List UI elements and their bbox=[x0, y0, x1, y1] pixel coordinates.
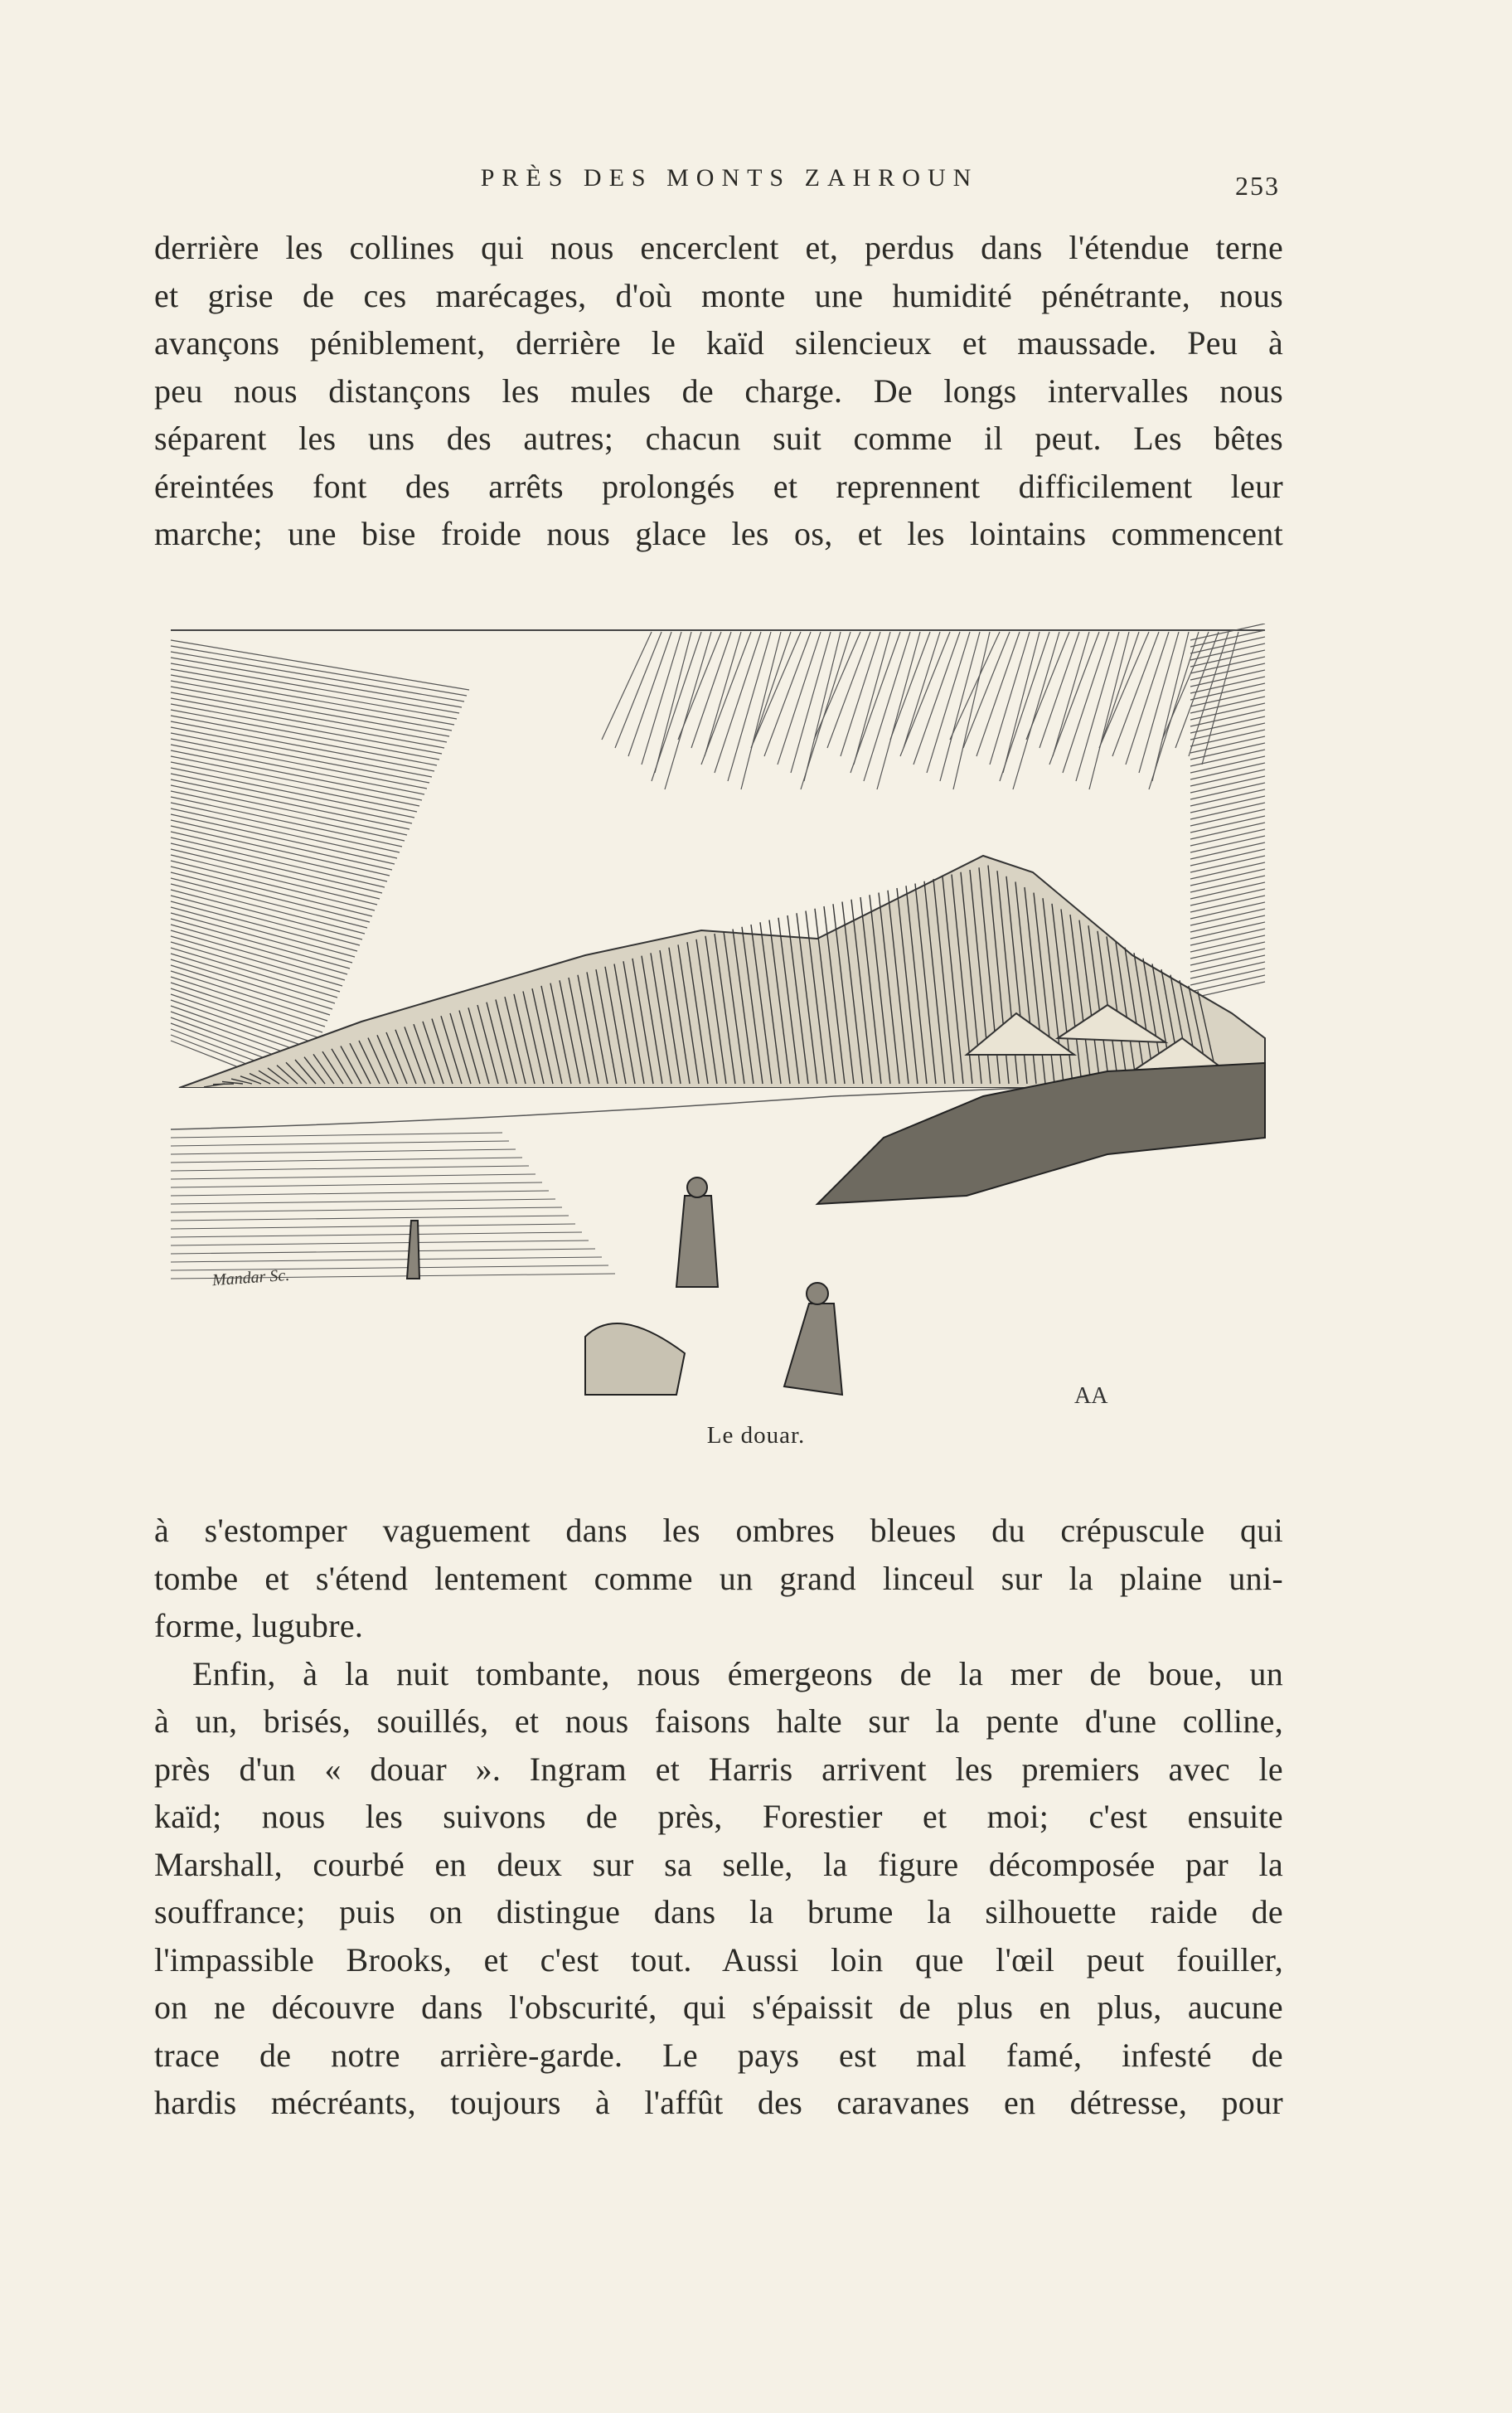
hatch-line bbox=[615, 632, 662, 748]
hatch-line bbox=[1190, 969, 1265, 985]
hatch-line bbox=[1190, 643, 1265, 660]
hatch-line bbox=[1190, 816, 1265, 833]
hatch-line bbox=[900, 632, 950, 756]
hatch-line bbox=[1190, 624, 1265, 640]
hatch-line bbox=[1190, 829, 1265, 846]
figure-head bbox=[807, 1283, 828, 1304]
hatch-line bbox=[963, 632, 1010, 748]
text-line: à un, brisés, souillés, et nous faisons halte sur la pente d'une colline, bbox=[154, 1702, 1283, 1740]
hatch-line bbox=[1190, 896, 1265, 912]
hatch-line bbox=[1189, 632, 1228, 756]
running-head bbox=[0, 164, 1512, 201]
text-line: tombe et s'étend lentement comme un grand linceul sur la plaine uni- bbox=[154, 1559, 1283, 1597]
hatch-line bbox=[1190, 803, 1265, 819]
hatch-line bbox=[1190, 677, 1265, 693]
text-line: hardis mécréants, toujours à l'affût des caravanes en détresse, pour bbox=[154, 2084, 1283, 2121]
hatch-line bbox=[814, 632, 860, 740]
hatch-line bbox=[990, 632, 1030, 765]
hatch-line bbox=[1139, 632, 1179, 773]
hatch-line bbox=[1112, 632, 1159, 756]
hatch-line bbox=[1190, 823, 1265, 839]
artist-signature: Mandar Sc. bbox=[211, 1265, 290, 1290]
hatch-line bbox=[1190, 663, 1265, 680]
hatch-line bbox=[1190, 809, 1265, 826]
text-line: on ne découvre dans l'obscurité, qui s'épaissit de plus en plus, aucune bbox=[154, 1988, 1283, 2026]
text-line: forme, lugubre. bbox=[154, 1607, 364, 1644]
hatch-line bbox=[1089, 632, 1129, 789]
hatch-line bbox=[751, 632, 801, 748]
hatch-line bbox=[1190, 743, 1265, 760]
hatch-line bbox=[1099, 632, 1149, 748]
hatch-line bbox=[1190, 962, 1265, 978]
hatch-line bbox=[1190, 935, 1265, 952]
hatch-line bbox=[764, 632, 811, 756]
body-text-top bbox=[154, 224, 1283, 558]
hatch-line bbox=[691, 632, 731, 748]
hatch-line bbox=[1190, 630, 1265, 647]
hatch-line bbox=[1190, 836, 1265, 852]
hatch-line bbox=[950, 632, 1000, 740]
hatch-line bbox=[1190, 710, 1265, 726]
figure-caption: Le douar. bbox=[706, 1422, 806, 1449]
hatch-line bbox=[642, 632, 681, 765]
hatch-line bbox=[1190, 690, 1265, 706]
hatch-line bbox=[1190, 650, 1265, 667]
hatch-line bbox=[754, 632, 791, 740]
hatch-line bbox=[741, 632, 781, 789]
hatch-line bbox=[1190, 730, 1265, 746]
hatch-line bbox=[841, 632, 880, 756]
text-line: derrière les collines qui nous encerclent et, perdus dans l'étendue terne bbox=[154, 229, 1283, 266]
hatch-line bbox=[1190, 902, 1265, 919]
hatch-line bbox=[1190, 849, 1265, 866]
hatch-line bbox=[1190, 716, 1265, 733]
hatch-line bbox=[791, 632, 831, 773]
hatch-line bbox=[1102, 632, 1139, 740]
hatch-line bbox=[914, 632, 960, 765]
text-line: Enfin, à la nuit tombante, nous émergeons de la mer de boue, un bbox=[192, 1654, 1283, 1692]
hatch-line bbox=[1190, 789, 1265, 806]
hatch-line bbox=[1190, 909, 1265, 925]
hatch-line bbox=[1190, 683, 1265, 700]
monogram: AA bbox=[1074, 1383, 1108, 1409]
hatch-line bbox=[1190, 876, 1265, 892]
engraving-douar bbox=[154, 624, 1278, 1436]
hatch-line bbox=[1190, 637, 1265, 653]
text-line: et grise de ces marécages, d'où monte une humidité pénétrante, nous bbox=[154, 276, 1283, 314]
text-line: avançons péniblement, derrière le kaïd silencieux et maussade. Peu à bbox=[154, 324, 1283, 362]
hatch-line bbox=[1190, 862, 1265, 879]
hatch-line bbox=[1190, 697, 1265, 713]
text-line: Marshall, courbé en deux sur sa selle, la figure décomposée par la bbox=[154, 1845, 1283, 1883]
hatch-line bbox=[1190, 723, 1265, 740]
hatch-line bbox=[1190, 756, 1265, 773]
text-line: souffrance; puis on distingue dans la brume la silhouette raide de bbox=[154, 1893, 1283, 1930]
hatch-line bbox=[1063, 632, 1109, 773]
text-line: peu nous distançons les mules de charge. De longs intervalles nous bbox=[154, 371, 1283, 410]
hatch-line bbox=[1190, 955, 1265, 972]
hatch-line bbox=[1190, 949, 1265, 965]
hatch-line bbox=[715, 632, 761, 773]
hatch-line bbox=[1190, 856, 1265, 872]
text-line: marche; une bise froide nous glace les os, et les lointains commencent bbox=[154, 515, 1283, 552]
text-line: éreintées font des arrêts prolongés et reprennent difficilement leur bbox=[154, 467, 1283, 505]
hatch-line bbox=[1190, 703, 1265, 720]
hatch-line bbox=[213, 1084, 234, 1085]
hatch-line bbox=[1190, 915, 1265, 932]
hatch-line bbox=[1190, 770, 1265, 786]
hatch-line bbox=[890, 632, 930, 740]
hatch-line bbox=[1190, 929, 1265, 945]
hatch-line bbox=[1190, 975, 1265, 992]
body-text-bottom bbox=[154, 1507, 1283, 2127]
hatch-line bbox=[1190, 776, 1265, 793]
hatch-line bbox=[1190, 796, 1265, 813]
hatch-line bbox=[1190, 763, 1265, 779]
text-line: à s'estomper vaguement dans les ombres bleues du crépuscule qui bbox=[154, 1512, 1283, 1549]
hatch-line bbox=[1190, 922, 1265, 939]
running-title: PRÈS DES MONTS ZAHROUN bbox=[480, 164, 979, 192]
hatch-line bbox=[1190, 750, 1265, 766]
hatch-line bbox=[1190, 889, 1265, 905]
text-line: trace de notre arrière-garde. Le pays est mal famé, infesté de bbox=[154, 2036, 1283, 2074]
text-line: kaïd; nous les suivons de près, Forestier et moi; c'est ensuite bbox=[154, 1798, 1283, 1835]
hatch-line bbox=[1190, 869, 1265, 886]
text-line: séparent les uns des autres; chacun suit comme il peut. Les bêtes bbox=[154, 420, 1283, 457]
hatch-line bbox=[1190, 942, 1265, 959]
standing-figure bbox=[676, 1196, 718, 1287]
hatch-line bbox=[1190, 783, 1265, 799]
hatch-line bbox=[602, 632, 652, 740]
text-line: l'impassible Brooks, et c'est tout. Aussi loin que l'œil peut fouiller, bbox=[154, 1940, 1283, 1978]
hatch-line bbox=[1190, 736, 1265, 753]
page-number: 253 bbox=[1235, 171, 1280, 201]
text-line: près d'un « douar ». Ingram et Harris arrivent les premiers avec le bbox=[154, 1750, 1283, 1788]
hatch-line bbox=[1190, 842, 1265, 859]
figure-head bbox=[687, 1177, 707, 1197]
hatch-line bbox=[1040, 632, 1079, 748]
hatch-line bbox=[1190, 882, 1265, 899]
hatch-line bbox=[864, 632, 910, 781]
